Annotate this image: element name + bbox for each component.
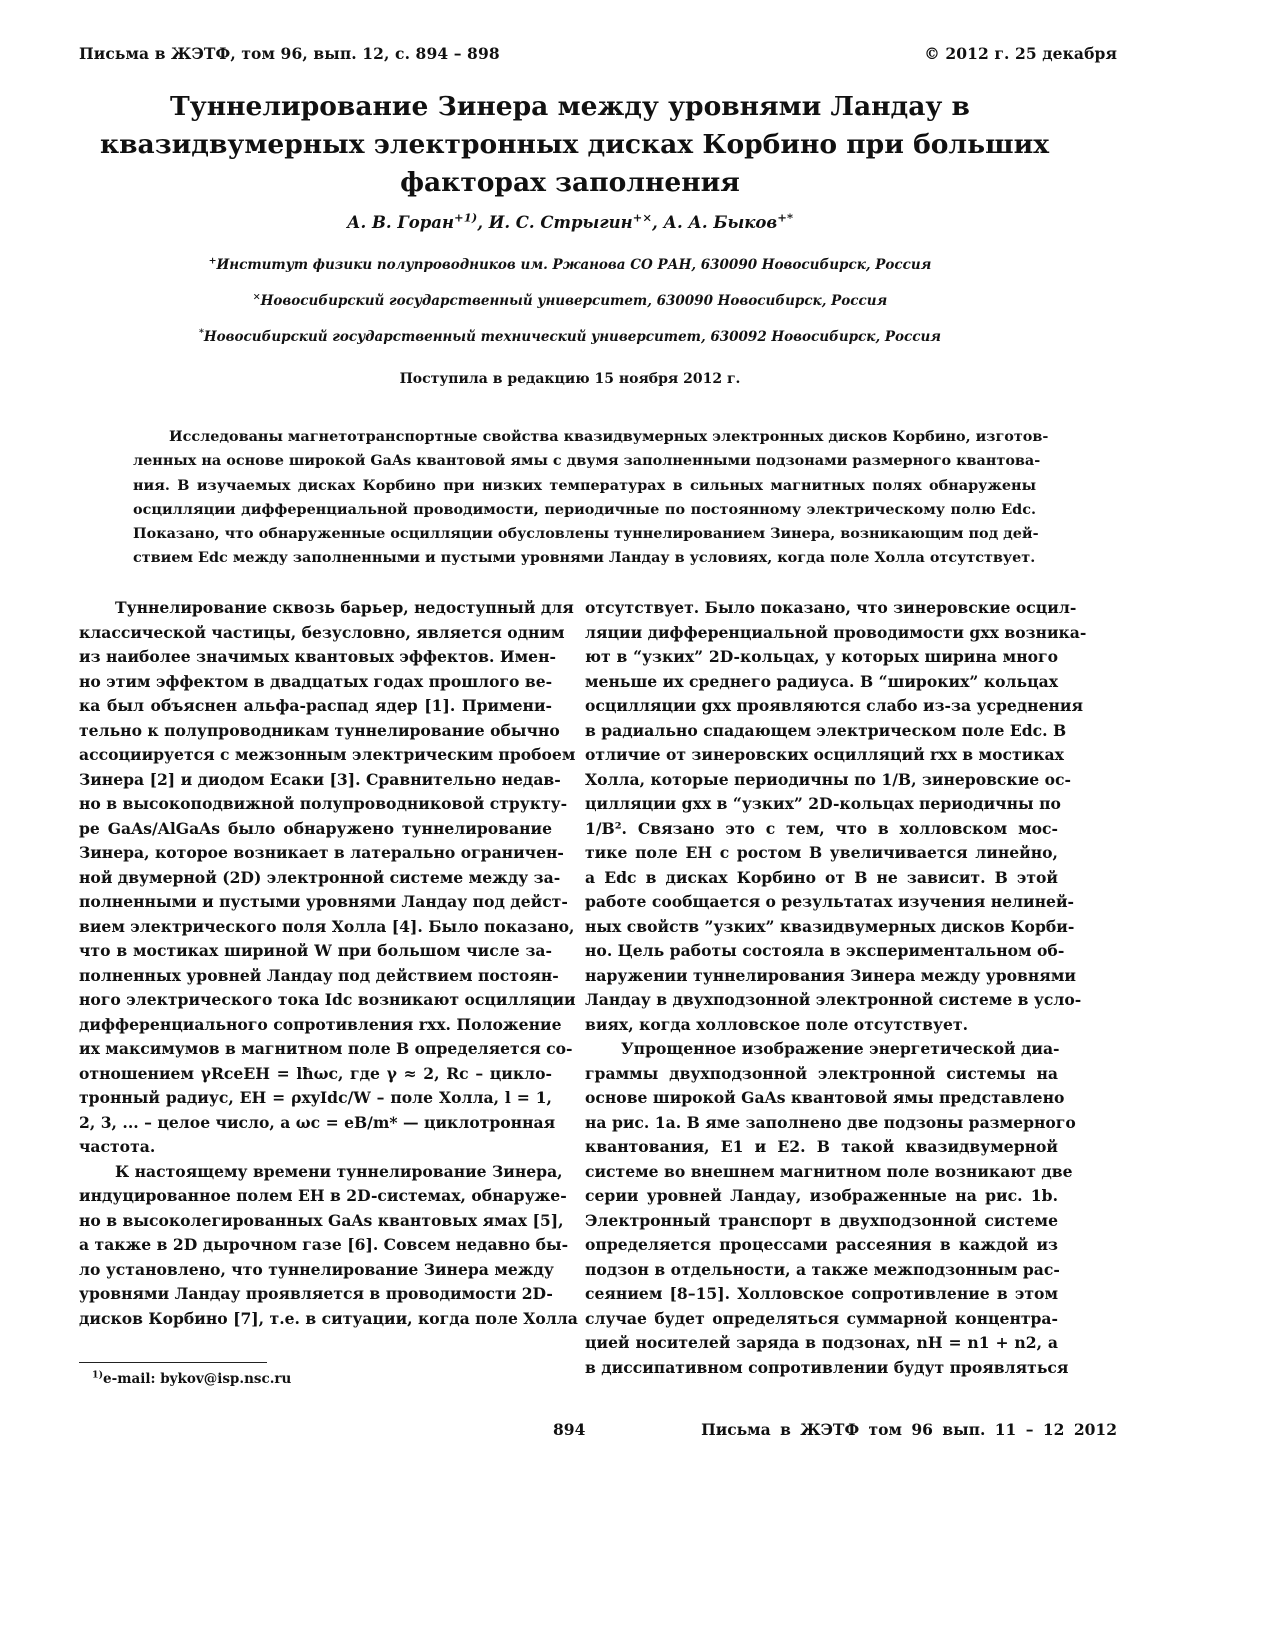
body-line: ло установлено, что туннелирование Зинера между <box>79 1259 554 1279</box>
body-line: цилляции gxx в “узких” 2D-кольцах периодичны по <box>585 794 1061 813</box>
body-line: К настоящему времени туннелирование Зинера, <box>115 1161 563 1181</box>
body-line: Туннелирование сквозь барьер, недоступный для <box>115 598 574 617</box>
body-line: Зинера [2] и диодом Есаки [3]. Сравнительно недав- <box>79 769 561 789</box>
journal-header-left: Письма в ЖЭТФ, том 96, вып. 12, с. 894 – 898 <box>79 44 500 63</box>
body-column-left <box>79 596 578 1331</box>
journal-footer: Письма в ЖЭТФ том 96 вып. 11 – 12 2012 <box>701 1420 1117 1439</box>
affiliation-mark: * <box>198 327 204 339</box>
body-line: но. Цель работы состояла в экспериментальном об- <box>585 941 1065 960</box>
body-line: подзон в отдельности, а также межподзонным рас- <box>585 1259 1060 1279</box>
body-line: ре GaAs/AlGaAs было обнаружено туннелирование <box>79 818 552 838</box>
author-name: , А. А. Быков <box>652 213 778 232</box>
body-line: но в высоколегированных GaAs квантовых ямах [5], <box>79 1210 564 1230</box>
body-line: тике поле EH с ростом B увеличивается линейно, <box>585 843 1058 862</box>
body-line: отношением γRceEH = lħωc, где γ ≈ 2, Rc – цикло- <box>79 1063 552 1083</box>
body-line: из наиболее значимых квантовых эффектов. Имен- <box>79 647 556 666</box>
body-line: тельно к полупроводникам туннелирование обычно <box>79 720 560 740</box>
body-line: уровнями Ландау проявляется в проводимости 2D- <box>79 1284 553 1303</box>
abstract-line: ленных на основе широкой GaAs квантовой ямы с двумя заполненными подзонами размерного квантова- <box>133 452 1041 470</box>
title-line: квазидвумерных электронных дисках Корбино при больших <box>100 129 1050 160</box>
body-line: основе широкой GaAs квантовой ямы представлено <box>585 1088 1065 1107</box>
author-affil-mark: +* <box>777 210 793 225</box>
body-line: их максимумов в магнитном поле B определяется со- <box>79 1039 573 1058</box>
body-line: ют в “узких” 2D-кольцах, у которых ширина много <box>585 647 1058 666</box>
body-line: ляции дифференциальной проводимости gxx возника- <box>585 622 1087 642</box>
abstract-line: осцилляции дифференциальной проводимости, периодичные по постоянному электрическому полю Edc. <box>133 500 1036 518</box>
journal-header-right: © 2012 г. 25 декабря <box>924 44 1117 63</box>
page-number: 894 <box>553 1420 586 1439</box>
body-line: а также в 2D дырочном газе [6]. Совсем недавно бы- <box>79 1235 569 1254</box>
body-line: но в высокоподвижной полупроводниковой структу- <box>79 794 568 813</box>
body-line: в радиально спадающем электрическом поле Edc. В <box>585 720 1067 740</box>
body-line: цией носителей заряда в подзонах, nH = n1 + n2, а <box>585 1333 1058 1352</box>
body-line: дисков Корбино [7], т.е. в ситуации, когда поле Холла <box>79 1308 578 1328</box>
body-line: системе во внешнем магнитном поле возникают две <box>585 1161 1073 1181</box>
body-line: серии уровней Ландау, изображенные на рис. 1b. <box>585 1186 1058 1205</box>
title-line: факторах заполнения <box>400 167 740 198</box>
body-line: отличие от зинеровских осцилляций rxx в мостиках <box>585 745 1064 764</box>
abstract-line: ствием Edc между заполненными и пустыми уровнями Ландау в условиях, когда поле Холла отсутствует. <box>133 549 1036 567</box>
footnote-divider <box>79 1362 267 1363</box>
title-line: Туннелирование Зинера между уровнями Ландау в <box>170 91 970 122</box>
affiliation-text: Новосибирский государственный университет, 630090 Новосибирск, Россия <box>260 293 888 309</box>
body-line: 2, 3, ... – целое число, а ωc = eB/m* — циклотронная <box>79 1112 556 1132</box>
affiliation <box>0 257 1140 273</box>
body-line: тронный радиус, EH = ρxyIdc/W – поле Холла, l = 1, <box>79 1088 552 1107</box>
body-line: но этим эффектом в двадцатых годах прошлого ве- <box>79 671 553 691</box>
body-line: сеянием [8–15]. Холловское сопротивление в этом <box>585 1284 1058 1303</box>
body-line: Зинера, которое возникает в латерально ограничен- <box>79 843 564 862</box>
author-affil-mark: +1) <box>454 210 478 225</box>
body-line: наружении туннелирования Зинера между уровнями <box>585 965 1076 985</box>
affiliation <box>0 329 1140 345</box>
body-line: работе сообщается о результатах изучения нелиней- <box>585 892 1074 911</box>
body-line: осцилляции gxx проявляются слабо из-за усреднения <box>585 696 1084 715</box>
body-line: классической частицы, безусловно, является одним <box>79 622 565 642</box>
body-line: ассоциируется с межзонным электрическим пробоем <box>79 745 576 764</box>
author-list <box>0 210 1140 232</box>
body-line: меньше их среднего радиуса. В “широких” кольцах <box>585 671 1058 691</box>
body-line: в диссипативном сопротивлении будут проявляться <box>585 1357 1069 1377</box>
body-line: Упрощенное изображение энергетической диа- <box>621 1039 1060 1058</box>
footnote <box>92 1371 291 1387</box>
affiliation-text: Новосибирский государственный технический университет, 630092 Новосибирск, Россия <box>203 329 942 345</box>
author-name: А. В. Горан <box>347 213 455 232</box>
received-date: Поступила в редакцию 15 ноября 2012 г. <box>399 371 741 387</box>
body-line: граммы двухподзонной электронной системы на <box>585 1063 1058 1083</box>
body-line: ного электрического тока Idc возникают осцилляции <box>79 990 576 1009</box>
body-line: на рис. 1a. В яме заполнено две подзоны размерного <box>585 1112 1076 1132</box>
body-line: ной двумерной (2D) электронной системе между за- <box>79 867 561 887</box>
body-line: квантования, E1 и E2. В такой квазидвумерной <box>585 1137 1058 1156</box>
body-line: Электронный транспорт в двухподзонной системе <box>585 1210 1058 1230</box>
body-line: дифференциального сопротивления rxx. Положение <box>79 1014 562 1034</box>
abstract-line: Исследованы магнетотранспортные свойства квазидвумерных электронных дисков Корбино, изготов- <box>169 428 1049 445</box>
abstract-line: Показано, что обнаруженные осцилляции обусловлены туннелированием Зинера, возникающим под дей- <box>133 525 1039 543</box>
affiliation-mark: × <box>252 291 261 303</box>
author-affil-mark: +× <box>632 210 653 225</box>
body-line: частота. <box>79 1137 156 1156</box>
author-name: , И. С. Стрыгин <box>477 213 633 232</box>
body-line: что в мостиках шириной W при большом числе за- <box>79 941 552 960</box>
body-line: ка был объяснен альфа-распад ядер [1]. Примени- <box>79 696 552 715</box>
footnote-email: e-mail: bykov@isp.nsc.ru <box>103 1371 292 1387</box>
body-line: 1/B². Связано это с тем, что в холловском мос- <box>585 818 1058 838</box>
paper-title <box>100 88 1050 202</box>
body-line: полненных уровней Ландау под действием постоян- <box>79 965 559 985</box>
body-line: а Edc в дисках Корбино от B не зависит. В этой <box>585 867 1058 887</box>
affiliation <box>0 293 1140 309</box>
body-line: отсутствует. Было показано, что зинеровские осцил- <box>585 598 1077 617</box>
body-line: ных свойств ”узких” квазидвумерных дисков Корби- <box>585 916 1075 936</box>
body-line: виях, когда холловское поле отсутствует. <box>585 1014 968 1034</box>
abstract-line: ния. В изучаемых дисках Корбино при низких температурах в сильных магнитных полях обнаружены <box>133 476 1036 494</box>
affiliation-mark: + <box>208 255 217 267</box>
body-line: индуцированное полем EH в 2D-системах, обнаруже- <box>79 1186 567 1205</box>
body-line: Холла, которые периодичны по 1/B, зинеровские ос- <box>585 769 1071 789</box>
body-line: Ландау в двухподзонной электронной системе в усло- <box>585 990 1082 1009</box>
body-line: определяется процессами рассеяния в каждой из <box>585 1235 1058 1254</box>
body-column-right <box>585 596 1087 1380</box>
body-line: вием электрического поля Холла [4]. Было показано, <box>79 916 575 936</box>
affiliation-text: Институт физики полупроводников им. Ржанова СО РАН, 630090 Новосибирск, Россия <box>216 257 932 273</box>
body-line: случае будет определяться суммарной концентра- <box>585 1308 1058 1328</box>
footnote-mark: 1) <box>92 1369 104 1381</box>
abstract <box>133 425 1049 571</box>
body-line: полненными и пустыми уровнями Ландау под дейст- <box>79 892 568 911</box>
